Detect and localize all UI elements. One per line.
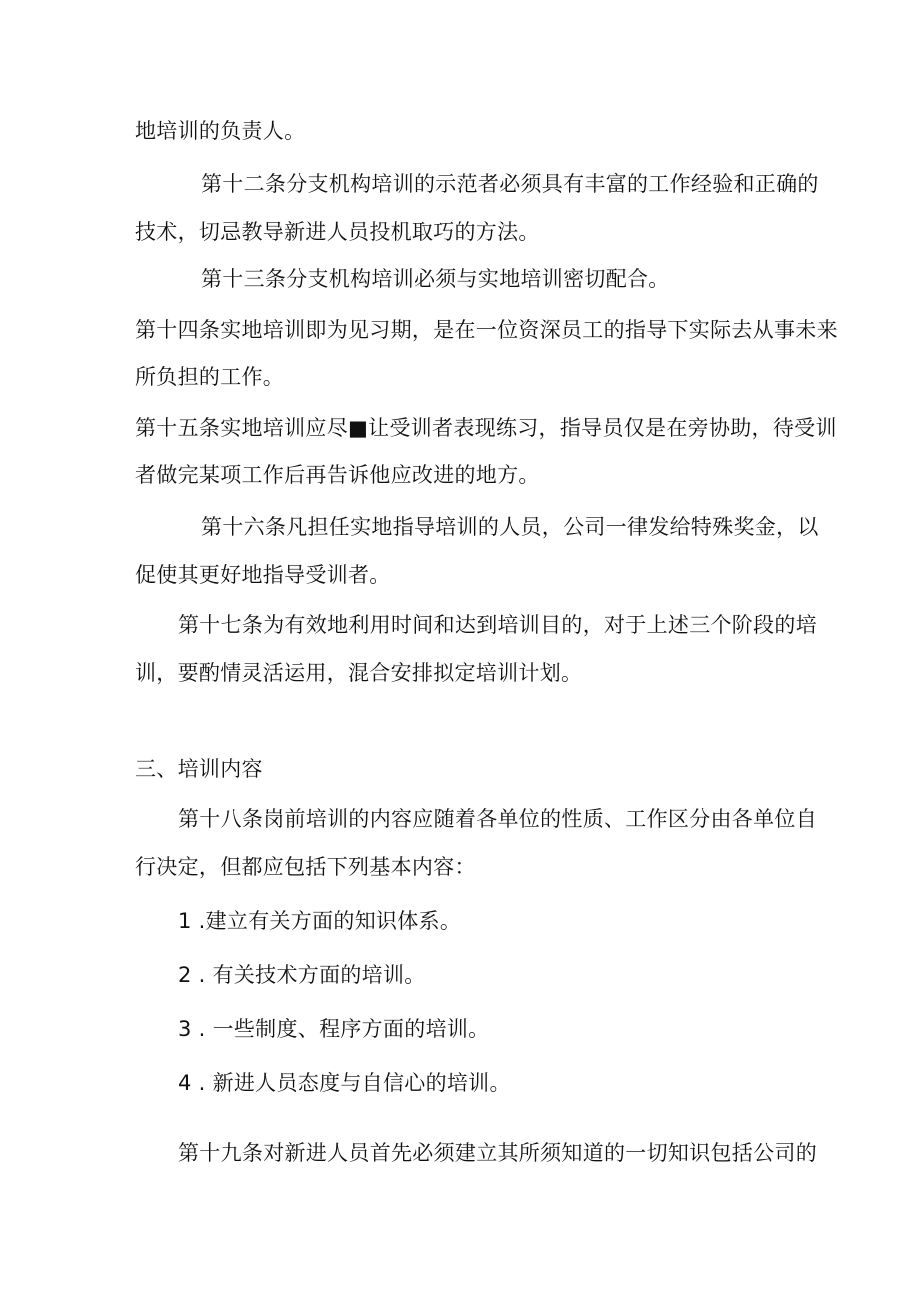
text-line: 第十二条分支机构培训的示范者必须具有丰富的工作经验和正确的 bbox=[201, 172, 819, 196]
section-heading: 三、培训内容 bbox=[135, 757, 263, 781]
text-line: 训，要酌情灵活运用，混合安排拟定培训计划。 bbox=[135, 661, 583, 685]
list-item: 2 . 有关技术方面的培训。 bbox=[178, 963, 426, 987]
list-item: 4 . 新进人员态度与自信心的培训。 bbox=[178, 1071, 511, 1095]
list-item: 3 . 一些制度、程序方面的培训。 bbox=[178, 1017, 490, 1041]
text-line: 第十三条分支机构培训必须与实地培训密切配合。 bbox=[201, 267, 670, 291]
list-item: 1 .建立有关方面的知识体系。 bbox=[178, 909, 462, 933]
text-line: 者做完某项工作后再告诉他应改进的地方。 bbox=[135, 463, 540, 487]
text-line: 第十七条为有效地利用时间和达到培训目的，对于上述三个阶段的培 bbox=[178, 613, 817, 637]
text-line: 地培训的负责人。 bbox=[135, 119, 306, 143]
text-line: 促使其更好地指导受训者。 bbox=[135, 563, 391, 587]
text-line: 行决定，但都应包括下列基本内容： bbox=[135, 855, 476, 879]
text-line: 所负担的工作。 bbox=[135, 365, 285, 389]
text-line: 第十六条凡担任实地指导培训的人员，公司一律发给特殊奖金，以 bbox=[201, 515, 819, 539]
text-line: 第十五条实地培训应尽■让受训者表现练习，指导员仅是在旁协助，待受训 bbox=[135, 416, 837, 440]
text-line: 技术，切忌教导新进人员投机取巧的方法。 bbox=[135, 220, 540, 244]
text-line: 第十四条实地培训即为见习期，是在一位资深员工的指导下实际去从事未来 bbox=[135, 318, 838, 342]
text-line: 第十八条岗前培训的内容应随着各单位的性质、工作区分由各单位自 bbox=[178, 807, 817, 831]
text-line: 第十九条对新进人员首先必须建立其所须知道的一切知识包括公司的 bbox=[178, 1141, 817, 1165]
